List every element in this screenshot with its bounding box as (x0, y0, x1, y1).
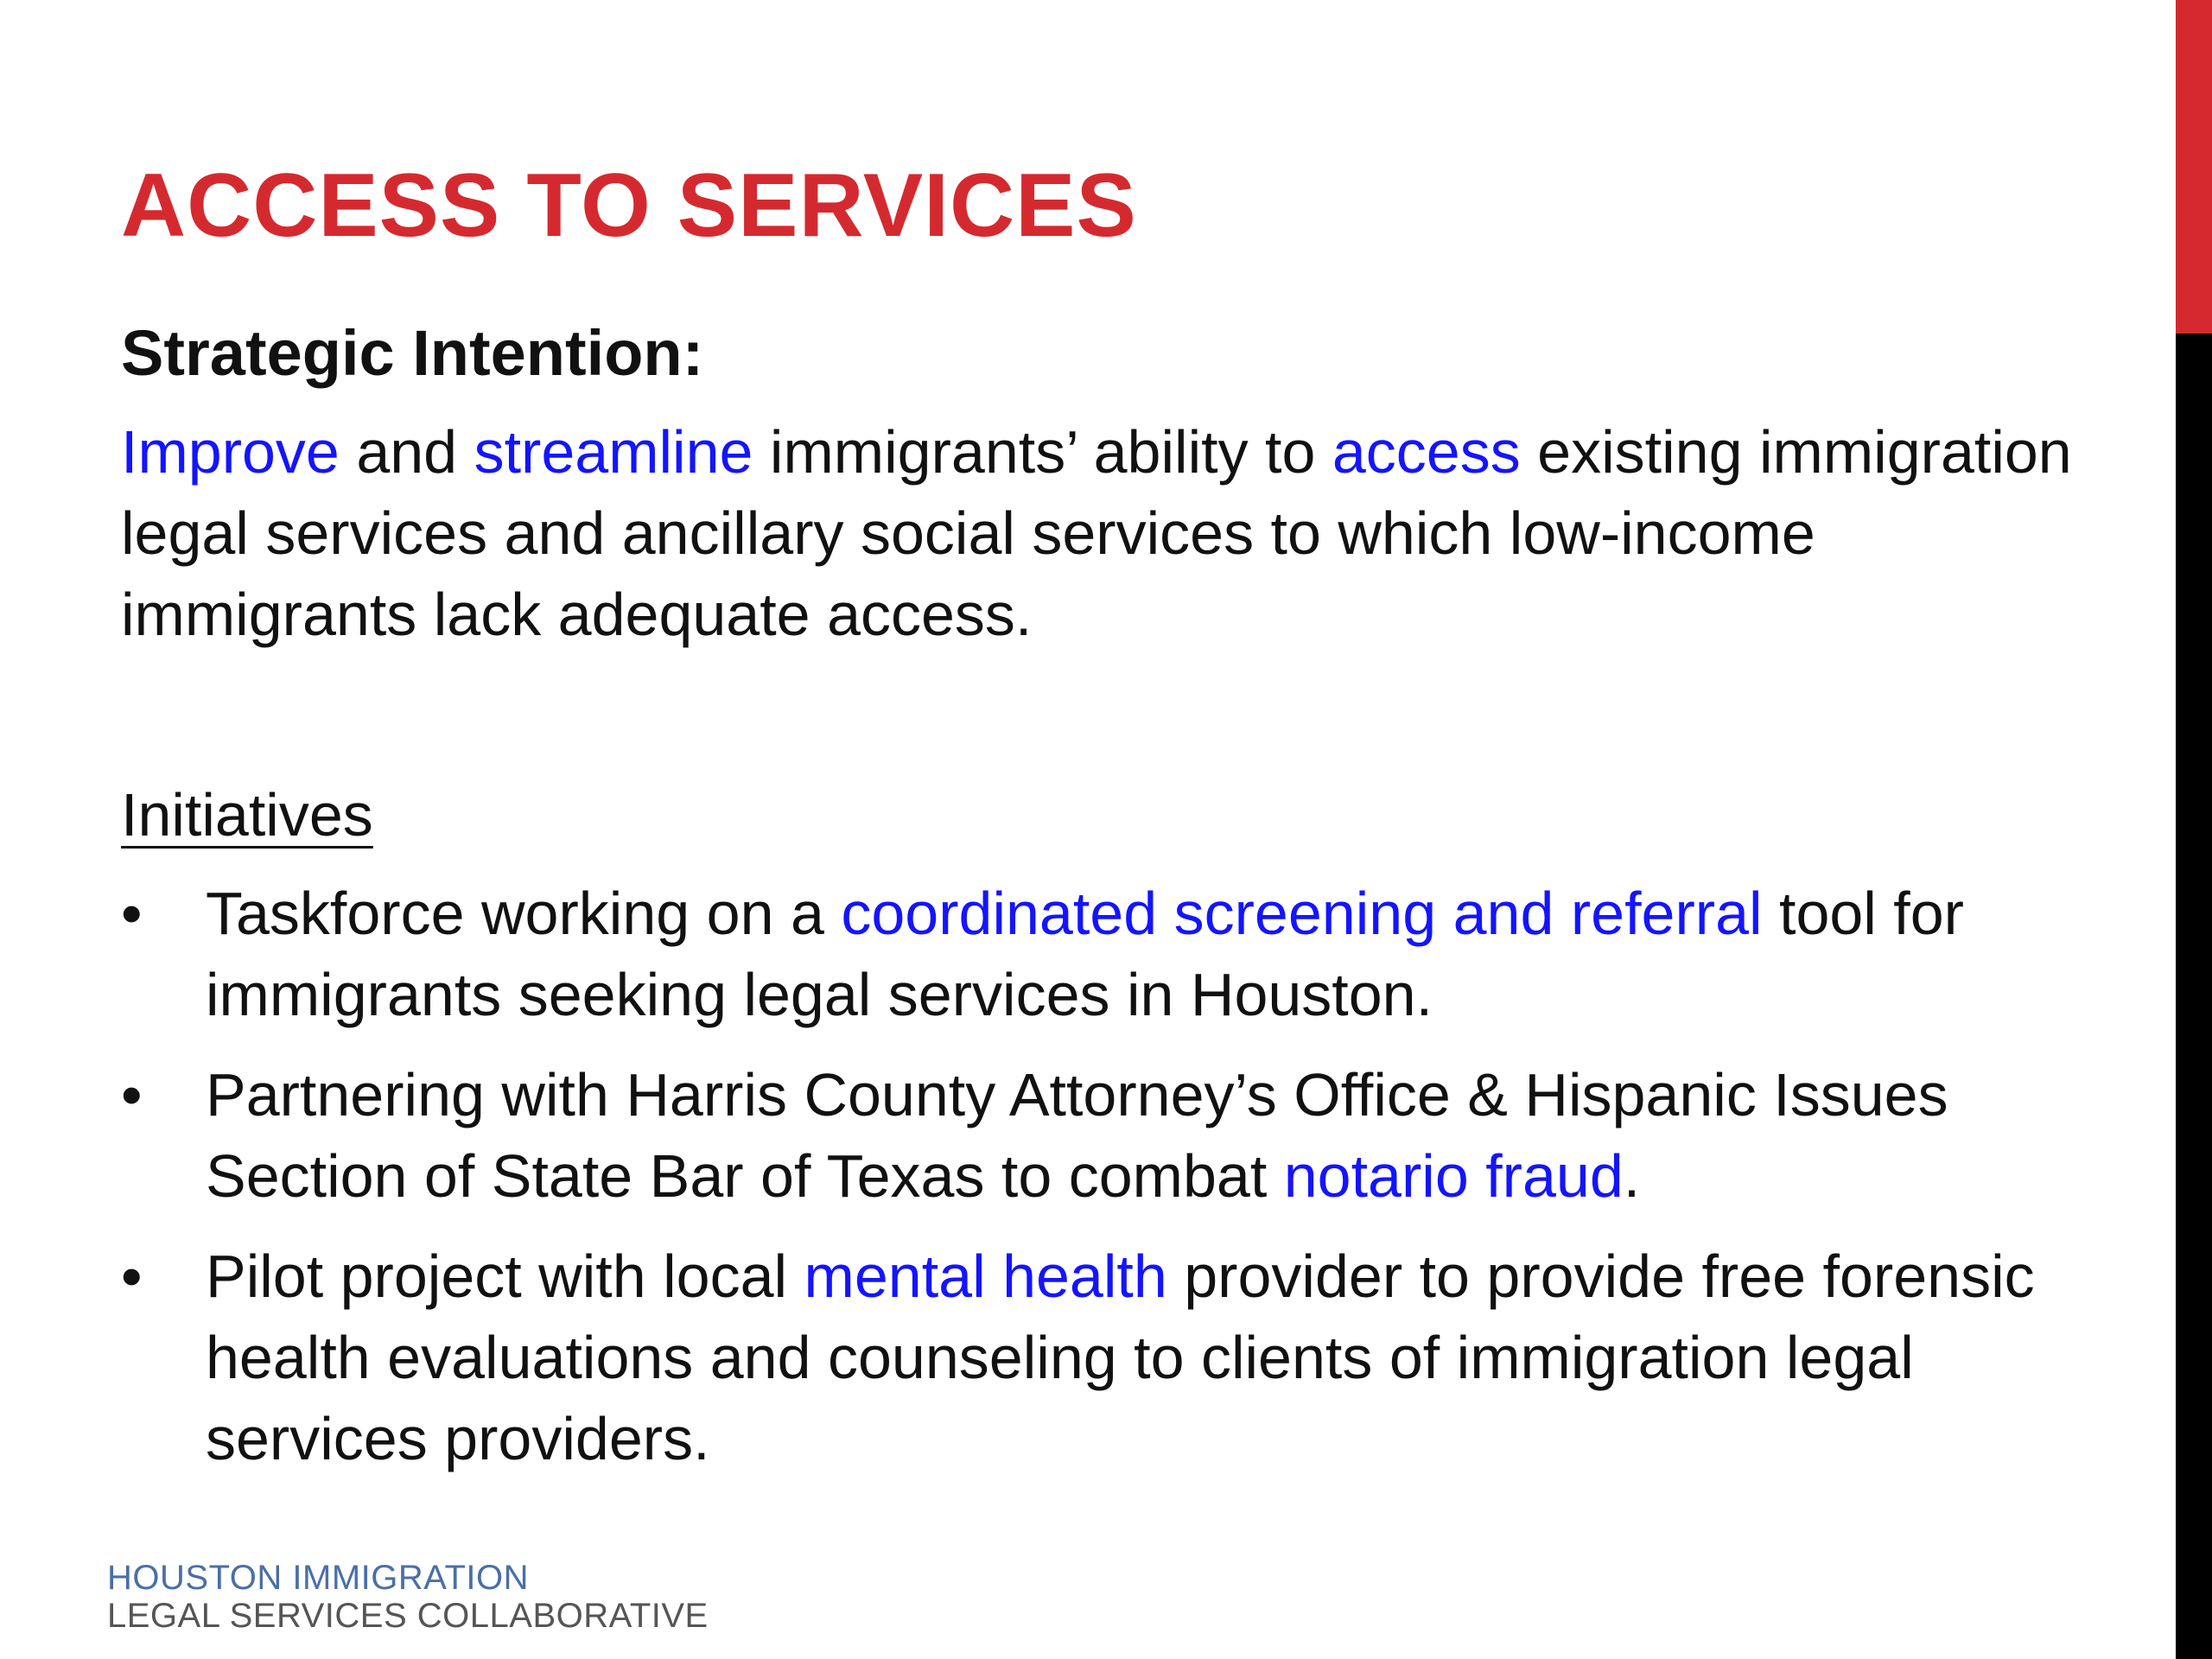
bullet-marker: • (121, 1061, 143, 1128)
strategic-intention-text (121, 411, 2108, 655)
highlight-improve: Improve (121, 418, 340, 486)
initiative-text-before: Pilot project with local (206, 1243, 804, 1310)
bullet-marker: • (121, 1243, 143, 1310)
initiative-highlight: coordinated screening and referral (841, 880, 1763, 947)
initiative-text-after: provider to provide free forensic health evaluations and counseling to clients of immigration legal services providers. (206, 1243, 2035, 1472)
initiatives-heading: Initiatives (121, 781, 373, 849)
initiative-text-before: Taskforce working on a (206, 880, 842, 947)
initiative-item-mental-health (121, 1236, 2108, 1479)
accent-bar-red (2176, 0, 2212, 334)
initiative-text-after: tool for immigrants seeking legal services in Houston. (206, 880, 1964, 1028)
intention-text-2: immigrants’ ability to (753, 418, 1332, 486)
slide-title: ACCESS TO SERVICES (121, 156, 1137, 256)
strategic-intention-heading: Strategic Intention: (121, 317, 704, 389)
logo-line-1: HOUSTON IMMIGRATION (107, 1559, 530, 1597)
initiative-text-after: . (1623, 1142, 1641, 1210)
highlight-access: access (1332, 418, 1521, 486)
highlight-streamline: streamline (474, 418, 753, 486)
initiative-item-notario (121, 1054, 2108, 1217)
collaborative-logo (107, 1559, 709, 1635)
initiative-highlight: mental health (804, 1243, 1167, 1310)
initiative-item-screening (121, 873, 2108, 1035)
logo-line-2: LEGAL SERVICES COLLABORATIVE (107, 1597, 709, 1635)
intention-text-1: and (339, 418, 474, 486)
intention-text-3: existing immigration legal services and ancillary social services to which low-income immigrants lack adequate access. (121, 418, 2072, 648)
initiative-highlight: notario fraud (1283, 1142, 1624, 1210)
accent-bar-black (2176, 334, 2212, 1659)
initiatives-list (121, 873, 2108, 1498)
initiative-text-before: Partnering with Harris County Attorney’s Office & Hispanic Issues Section of State Bar of Texas to combat (206, 1061, 1948, 1210)
bullet-marker: • (121, 880, 143, 947)
